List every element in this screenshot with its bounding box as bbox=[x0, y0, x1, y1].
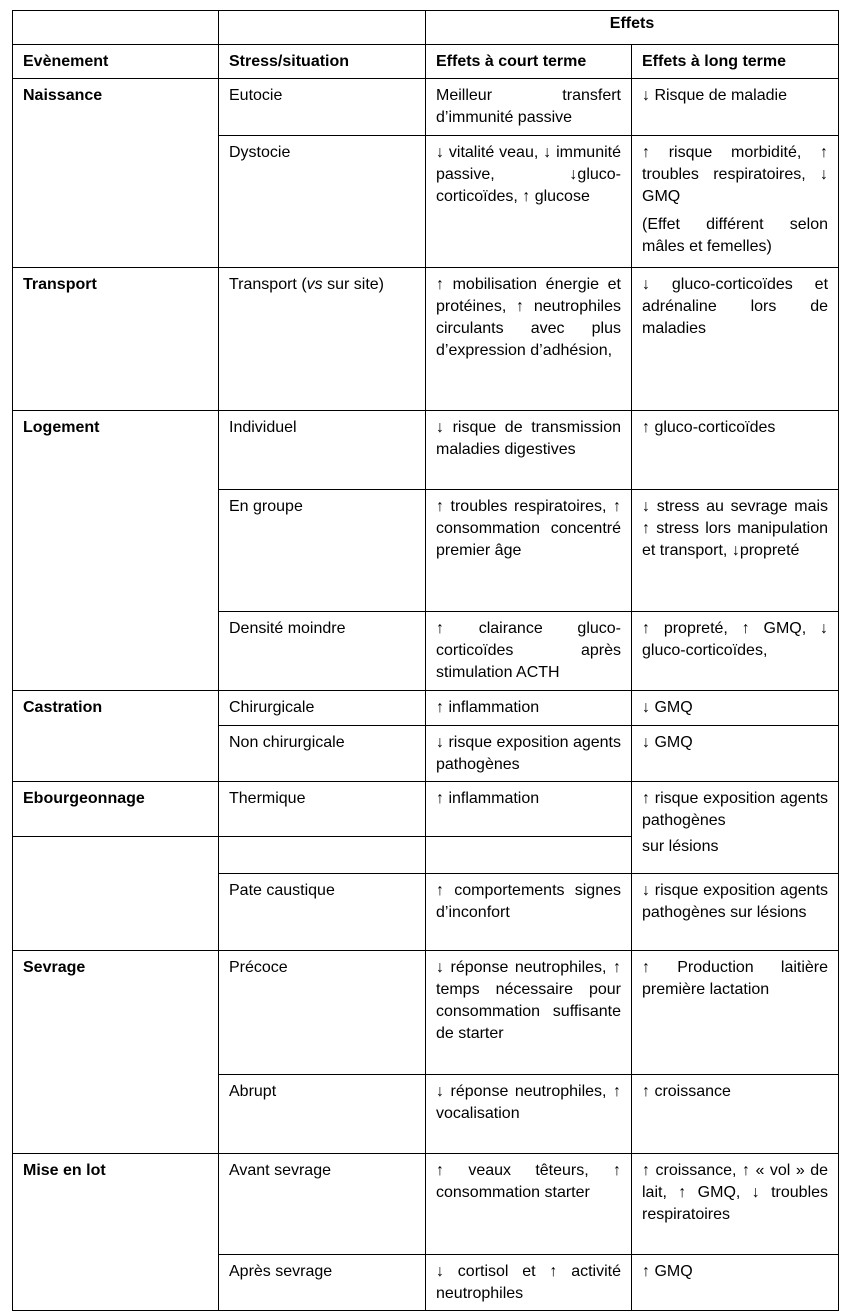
long-term-cell bbox=[632, 136, 839, 268]
table-row bbox=[13, 268, 839, 411]
situation-cell: Avant sevrage bbox=[219, 1153, 426, 1254]
header-effets: Effets bbox=[426, 11, 839, 45]
short-term-cell: ↓ réponse neutrophiles, ↑ vocalisation bbox=[426, 1074, 632, 1153]
header-empty-cell bbox=[13, 11, 219, 45]
short-term-cell: ↑ comportements signes d’inconfort bbox=[426, 873, 632, 950]
situation-cell: Densité moindre bbox=[219, 612, 426, 691]
event-cell: Transport bbox=[13, 268, 219, 411]
long-term-cell: ↓ stress au sevrage mais ↑ stress lors manipulation et transport, ↓propreté bbox=[632, 490, 839, 612]
table-row bbox=[13, 411, 839, 490]
effects-table bbox=[12, 10, 839, 1311]
short-term-cell: ↑ inflammation bbox=[426, 782, 632, 837]
long-term-cell: ↓ GMQ bbox=[632, 726, 839, 782]
situation-cell: Après sevrage bbox=[219, 1254, 426, 1310]
event-cell: Sevrage bbox=[13, 950, 219, 1153]
table-row bbox=[13, 79, 839, 136]
short-term-cell: ↑ troubles respiratoires, ↑ consommation concentré premier âge bbox=[426, 490, 632, 612]
event-cell: Castration bbox=[13, 691, 219, 782]
long-term-text: ↑ risque morbidité, ↑ troubles respiratoires, ↓ GMQ bbox=[642, 144, 829, 205]
short-term-cell: ↓ réponse neutrophiles, ↑ temps nécessaire pour consommation suffisante de starter bbox=[426, 950, 632, 1074]
long-term-cell: ↑ croissance, ↑ « vol » de lait, ↑ GMQ, ↓ troubles respiratoires bbox=[632, 1153, 839, 1254]
long-term-cell: ↑ Production laitière première lactation bbox=[632, 950, 839, 1074]
short-term-cell: ↑ clairance gluco-corticoïdes après stimulation ACTH bbox=[426, 612, 632, 691]
table-row bbox=[13, 950, 839, 1074]
short-term-cell: ↑ inflammation bbox=[426, 691, 632, 726]
table-row bbox=[13, 1153, 839, 1254]
table-row bbox=[13, 836, 839, 873]
header-evenement: Evènement bbox=[13, 45, 219, 79]
long-term-cell: ↓ gluco-corticoïdes et adrénaline lors de maladies bbox=[632, 268, 839, 411]
situation-cell: Chirurgicale bbox=[219, 691, 426, 726]
event-cell: Naissance bbox=[13, 79, 219, 268]
header-stress: Stress/situation bbox=[219, 45, 426, 79]
event-cell: Logement bbox=[13, 411, 219, 691]
event-cell: Mise en lot bbox=[13, 1153, 219, 1310]
long-term-cell: ↑ GMQ bbox=[632, 1254, 839, 1310]
situation-cell: En groupe bbox=[219, 490, 426, 612]
situation-text: Transport ( bbox=[229, 276, 307, 293]
long-term-cell: ↑ croissance bbox=[632, 1074, 839, 1153]
situation-cell: Abrupt bbox=[219, 1074, 426, 1153]
short-term-cell: ↓ cortisol et ↑ activité neutrophiles bbox=[426, 1254, 632, 1310]
situation-cell: Pate caustique bbox=[219, 873, 426, 950]
short-term-cell: ↓ risque de transmission maladies digestives bbox=[426, 411, 632, 490]
situation-cell: Thermique bbox=[219, 782, 426, 837]
situation-cell: Précoce bbox=[219, 950, 426, 1074]
short-term-cell: ↑ mobilisation énergie et protéines, ↑ neutrophiles circulants avec plus d’expression d’adhésion, bbox=[426, 268, 632, 411]
long-term-cell: sur lésions bbox=[632, 836, 839, 873]
short-term-cell-empty bbox=[426, 836, 632, 873]
short-term-cell: Meilleur transfert d’immunité passive bbox=[426, 79, 632, 136]
long-term-cell: ↓ GMQ bbox=[632, 691, 839, 726]
short-term-cell: ↑ veaux têteurs, ↑ consommation starter bbox=[426, 1153, 632, 1254]
situation-cell bbox=[219, 268, 426, 411]
long-term-cell: ↑ gluco-corticoïdes bbox=[632, 411, 839, 490]
situation-text: sur site) bbox=[322, 276, 384, 293]
short-term-cell: ↓ risque exposition agents pathogènes bbox=[426, 726, 632, 782]
long-term-cell: ↑ risque exposition agents pathogènes bbox=[632, 782, 839, 837]
long-term-note: (Effet différent selon mâles et femelles) bbox=[642, 216, 829, 255]
situation-cell: Individuel bbox=[219, 411, 426, 490]
event-cell-empty bbox=[13, 836, 219, 950]
table-row bbox=[13, 782, 839, 837]
header-long-terme: Effets à long terme bbox=[632, 45, 839, 79]
situation-emphasis: vs bbox=[306, 276, 323, 293]
situation-cell: Non chirurgicale bbox=[219, 726, 426, 782]
situation-cell-empty bbox=[219, 836, 426, 873]
event-cell: Ebourgeonnage bbox=[13, 782, 219, 837]
table-row bbox=[13, 691, 839, 726]
situation-cell: Eutocie bbox=[219, 79, 426, 136]
header-empty-cell bbox=[219, 11, 426, 45]
header-court-terme: Effets à court terme bbox=[426, 45, 632, 79]
long-term-cell: ↓ risque exposition agents pathogènes sur lésions bbox=[632, 873, 839, 950]
long-term-cell: ↓ Risque de maladie bbox=[632, 79, 839, 136]
short-term-cell: ↓ vitalité veau, ↓ immunité passive, ↓gluco-corticoïdes, ↑ glucose bbox=[426, 136, 632, 268]
long-term-cell: ↑ propreté, ↑ GMQ, ↓ gluco-corticoïdes, bbox=[632, 612, 839, 691]
situation-cell: Dystocie bbox=[219, 136, 426, 268]
